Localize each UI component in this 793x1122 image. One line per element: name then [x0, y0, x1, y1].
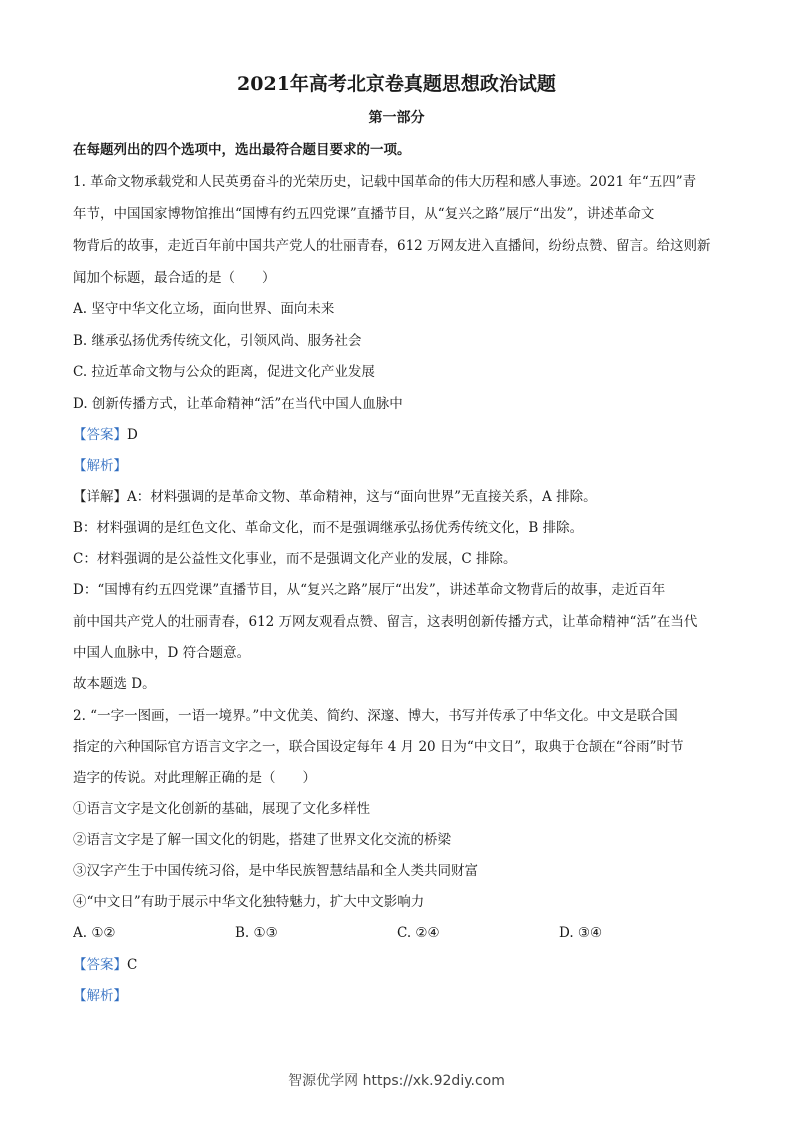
answer-value: D [127, 427, 138, 443]
section-heading: 第一部分 [368, 110, 425, 126]
detail-text: A：材料强调的是革命文物、革命精神，这与“面向世界”无直接关系，A 排除。 [127, 489, 597, 505]
q1-analysis-tag: 【解析】 [73, 458, 127, 474]
answer-value: C [127, 957, 138, 973]
q2-option-b: B. ①③ [235, 925, 278, 941]
q2-stem-line: 造字的传说。对此理解正确的是（ ） [73, 770, 316, 786]
q1-detail-line: B：材料强调的是红色文化、革命文化，而不是强调继承弘扬优秀传统文化，B 排除。 [73, 520, 584, 536]
q1-option-b: B. 继承弘扬优秀传统文化，引领风尚、服务社会 [73, 333, 362, 349]
q1-answer [73, 425, 723, 445]
q2-analysis-tag: 【解析】 [73, 988, 127, 1004]
answer-tag: 【答案】 [73, 957, 127, 973]
q1-conclusion: 故本题选 D。 [73, 676, 156, 692]
q1-detail-line: D：“国博有约五四党课”直播节目，从“复兴之路”展厅“出发”，讲述革命文物背后的故事，走近百年 [73, 582, 666, 598]
q1-detail-line: 前中国共产党人的壮丽青春，612 万网友观看点赞、留言，这表明创新传播方式，让革命精神“活”在当代 [73, 614, 698, 630]
q2-stem-line: 指定的六种国际官方语言文字之一，联合国设定每年 4 月 20 日为“中文日”，取典于仓颉在“谷雨”时节 [73, 739, 684, 755]
q2-option-c: C. ②④ [397, 925, 440, 941]
footer-watermark: 智源优学网 https://xk.92diy.com [288, 1073, 505, 1089]
detail-tag: 【详解】 [73, 489, 127, 505]
q2-statement-2: ②语言文字是了解一国文化的钥匙，搭建了世界文化交流的桥梁 [73, 832, 451, 848]
q2-statement-4: ④“中文日”有助于展示中华文化独特魅力，扩大中文影响力 [73, 894, 425, 910]
q2-option-d: D. ③④ [559, 925, 603, 941]
q1-option-d: D. 创新传播方式，让革命精神“活”在当代中国人血脉中 [73, 396, 403, 412]
q1-detail-line: 中国人血脉中，D 符合题意。 [73, 645, 251, 661]
page-title: 2021年高考北京卷真题思想政治试题 [237, 73, 556, 95]
q1-stem-line: 年节，中国国家博物馆推出“国博有约五四党课”直播节目，从“复兴之路”展厅“出发”，讲述革命文 [73, 206, 655, 222]
instruction: 在每题列出的四个选项中，选出最符合题目要求的一项。 [73, 142, 411, 158]
q1-detail-line: C：材料强调的是公益性文化事业，而不是强调文化产业的发展，C 排除。 [73, 551, 517, 567]
q2-statement-1: ①语言文字是文化创新的基础，展现了文化多样性 [73, 801, 370, 817]
q2-answer [73, 955, 723, 975]
q2-option-a: A. ①② [73, 925, 116, 941]
q1-option-c: C. 拉近革命文物与公众的距离，促进文化产业发展 [73, 364, 375, 380]
q1-stem-line: 1. 革命文物承载党和人民英勇奋斗的光荣历史，记载中国革命的伟大历程和感人事迹。2021 年“五四”青 [73, 174, 697, 190]
q1-detail-line [73, 487, 723, 507]
q1-stem-line: 物背后的故事，走近百年前中国共产党人的壮丽青春，612 万网友进入直播间，纷纷点赞、留言。给这则新 [73, 238, 711, 254]
q1-option-a: A. 坚守中华文化立场，面向世界、面向未来 [73, 301, 335, 317]
answer-tag: 【答案】 [73, 427, 127, 443]
q2-stem-line: 2. “一字一图画，一语一境界。”中文优美、简约、深邃、博大，书写并传承了中华文化。中文是联合国 [73, 708, 678, 724]
q1-stem-line: 闻加个标题，最合适的是（ ） [73, 270, 276, 286]
q2-statement-3: ③汉字产生于中国传统习俗，是中华民族智慧结晶和全人类共同财富 [73, 863, 478, 879]
q2-options [73, 923, 723, 943]
